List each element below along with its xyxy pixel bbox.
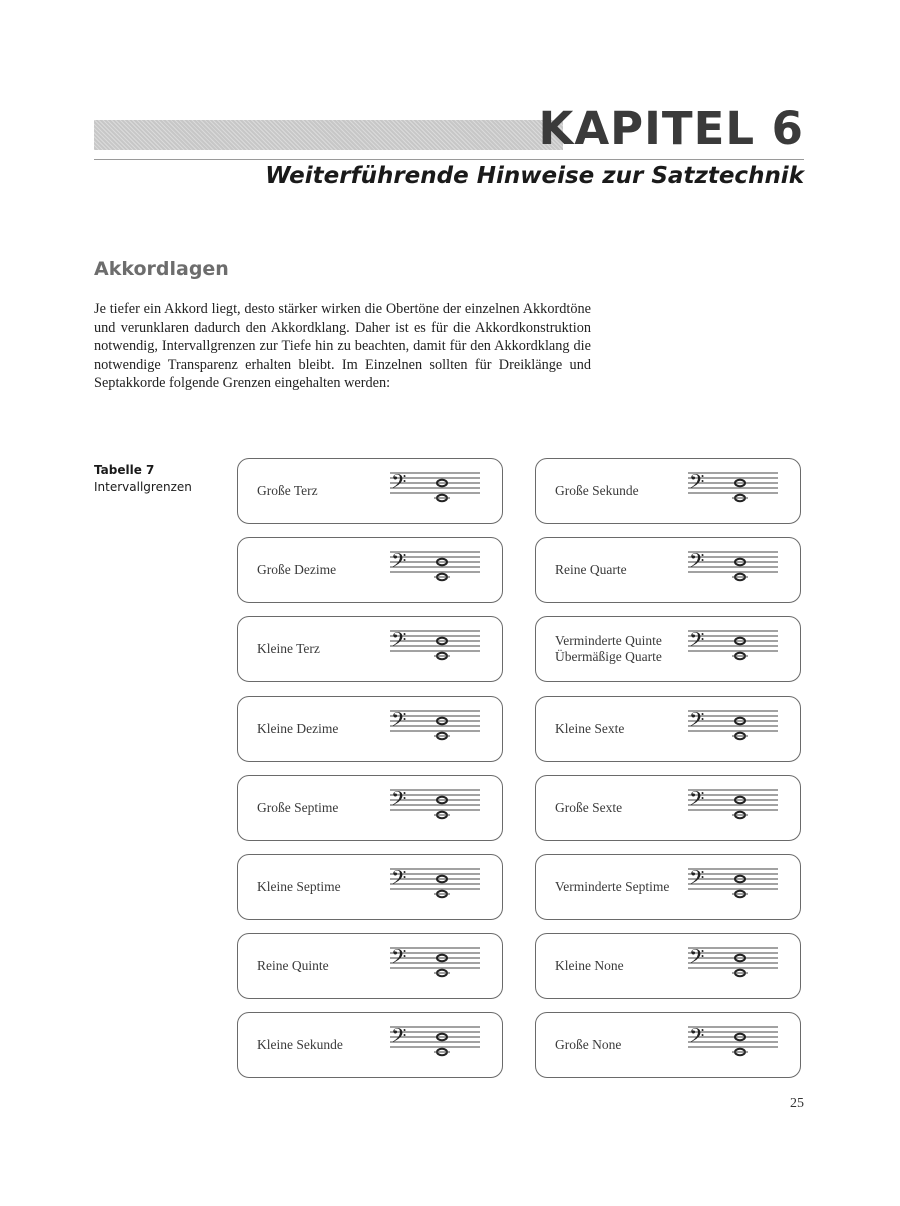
interval-cell: [535, 854, 801, 920]
interval-cell: [535, 696, 801, 762]
table-caption: [94, 462, 192, 496]
bass-staff-icon: [390, 940, 482, 984]
interval-cell: [237, 696, 503, 762]
interval-label: Große Terz: [257, 483, 318, 498]
interval-cell: [535, 1012, 801, 1078]
bass-staff-icon: [688, 544, 780, 588]
svg-text:𝄢: 𝄢: [391, 1024, 407, 1052]
bass-staff-icon: [390, 1019, 482, 1063]
bass-staff-icon: [390, 544, 482, 588]
table-title: Intervallgrenzen: [94, 480, 192, 494]
svg-text:𝄢: 𝄢: [689, 628, 705, 656]
interval-cell: [237, 537, 503, 603]
music-notation: [688, 1019, 780, 1067]
music-notation: [688, 623, 780, 671]
interval-label: Reine Quinte: [257, 958, 329, 973]
interval-label: Große None: [555, 1037, 622, 1052]
svg-text:𝄢: 𝄢: [391, 945, 407, 973]
music-notation: [390, 1019, 482, 1067]
bass-staff-icon: [688, 782, 780, 826]
interval-label: Kleine Terz: [257, 641, 320, 656]
bass-staff-icon: [688, 861, 780, 905]
svg-text:𝄢: 𝄢: [391, 708, 407, 736]
interval-label: Verminderte Quinte Übermäßige Quarte: [555, 633, 662, 664]
section-heading: Akkordlagen: [94, 258, 229, 280]
music-notation: [390, 465, 482, 513]
interval-cell: [237, 775, 503, 841]
header-rule: [94, 159, 804, 160]
bass-staff-icon: [688, 1019, 780, 1063]
interval-cell: [237, 1012, 503, 1078]
interval-cell: [237, 458, 503, 524]
interval-label: Reine Quarte: [555, 562, 627, 577]
chapter-title: KAPITEL 6: [538, 102, 804, 155]
bass-staff-icon: [688, 703, 780, 747]
interval-cell: [535, 537, 801, 603]
table-number: Tabelle 7: [94, 463, 155, 477]
music-notation: [688, 703, 780, 751]
music-notation: [688, 782, 780, 830]
svg-text:𝄢: 𝄢: [391, 866, 407, 894]
interval-label: Große Sexte: [555, 800, 623, 815]
svg-text:𝄢: 𝄢: [689, 787, 705, 815]
page-number: 25: [790, 1096, 804, 1111]
bass-staff-icon: [390, 703, 482, 747]
svg-text:𝄢: 𝄢: [391, 470, 407, 498]
interval-label: Kleine Sexte: [555, 721, 625, 736]
music-notation: [688, 940, 780, 988]
svg-text:𝄢: 𝄢: [391, 787, 407, 815]
interval-cell: [535, 933, 801, 999]
bass-staff-icon: [390, 782, 482, 826]
interval-cell: [535, 775, 801, 841]
svg-text:𝄢: 𝄢: [689, 945, 705, 973]
svg-text:𝄢: 𝄢: [391, 549, 407, 577]
interval-label: Kleine None: [555, 958, 624, 973]
music-notation: [688, 861, 780, 909]
chapter-subtitle: Weiterführende Hinweise zur Satztechnik: [265, 163, 804, 189]
interval-cell: [237, 854, 503, 920]
svg-text:𝄢: 𝄢: [391, 628, 407, 656]
bass-staff-icon: [688, 465, 780, 509]
music-notation: [688, 465, 780, 513]
svg-text:𝄢: 𝄢: [689, 1024, 705, 1052]
bass-staff-icon: [390, 861, 482, 905]
svg-text:𝄢: 𝄢: [689, 470, 705, 498]
interval-label: Große Septime: [257, 800, 339, 815]
svg-text:𝄢: 𝄢: [689, 708, 705, 736]
svg-text:𝄢: 𝄢: [689, 866, 705, 894]
interval-cell: [535, 458, 801, 524]
music-notation: [688, 544, 780, 592]
interval-label: Große Sekunde: [555, 483, 639, 498]
interval-label: Kleine Sekunde: [257, 1037, 343, 1052]
chapter-header-bar: [94, 120, 563, 150]
interval-label: Kleine Septime: [257, 879, 341, 894]
bass-staff-icon: [390, 465, 482, 509]
music-notation: [390, 861, 482, 909]
bass-staff-icon: [390, 623, 482, 667]
music-notation: [390, 623, 482, 671]
bass-staff-icon: [688, 940, 780, 984]
bass-staff-icon: [688, 623, 780, 667]
svg-text:𝄢: 𝄢: [689, 549, 705, 577]
interval-cell: [535, 616, 801, 682]
interval-label: Kleine Dezime: [257, 721, 339, 736]
music-notation: [390, 544, 482, 592]
body-paragraph: Je tiefer ein Akkord liegt, desto stärker wirken die Obertöne der einzelnen Akkordtöne und verunklaren dadurch den Akkordklang. Daher ist es für die Akkordkonstruktion notwendig, Intervallgrenzen zur Tiefe hin zu beachten, damit für den Akkordklang die notwendige Transparenz erhalten bleibt. Im Einzelnen sollten für Dreiklänge und Septakkorde folgende Grenzen eingehalten werden:: [94, 301, 591, 391]
music-notation: [390, 940, 482, 988]
interval-label: Große Dezime: [257, 562, 337, 577]
music-notation: [390, 703, 482, 751]
interval-label: Verminderte Septime: [555, 879, 670, 894]
interval-cell: [237, 616, 503, 682]
music-notation: [390, 782, 482, 830]
interval-cell: [237, 933, 503, 999]
